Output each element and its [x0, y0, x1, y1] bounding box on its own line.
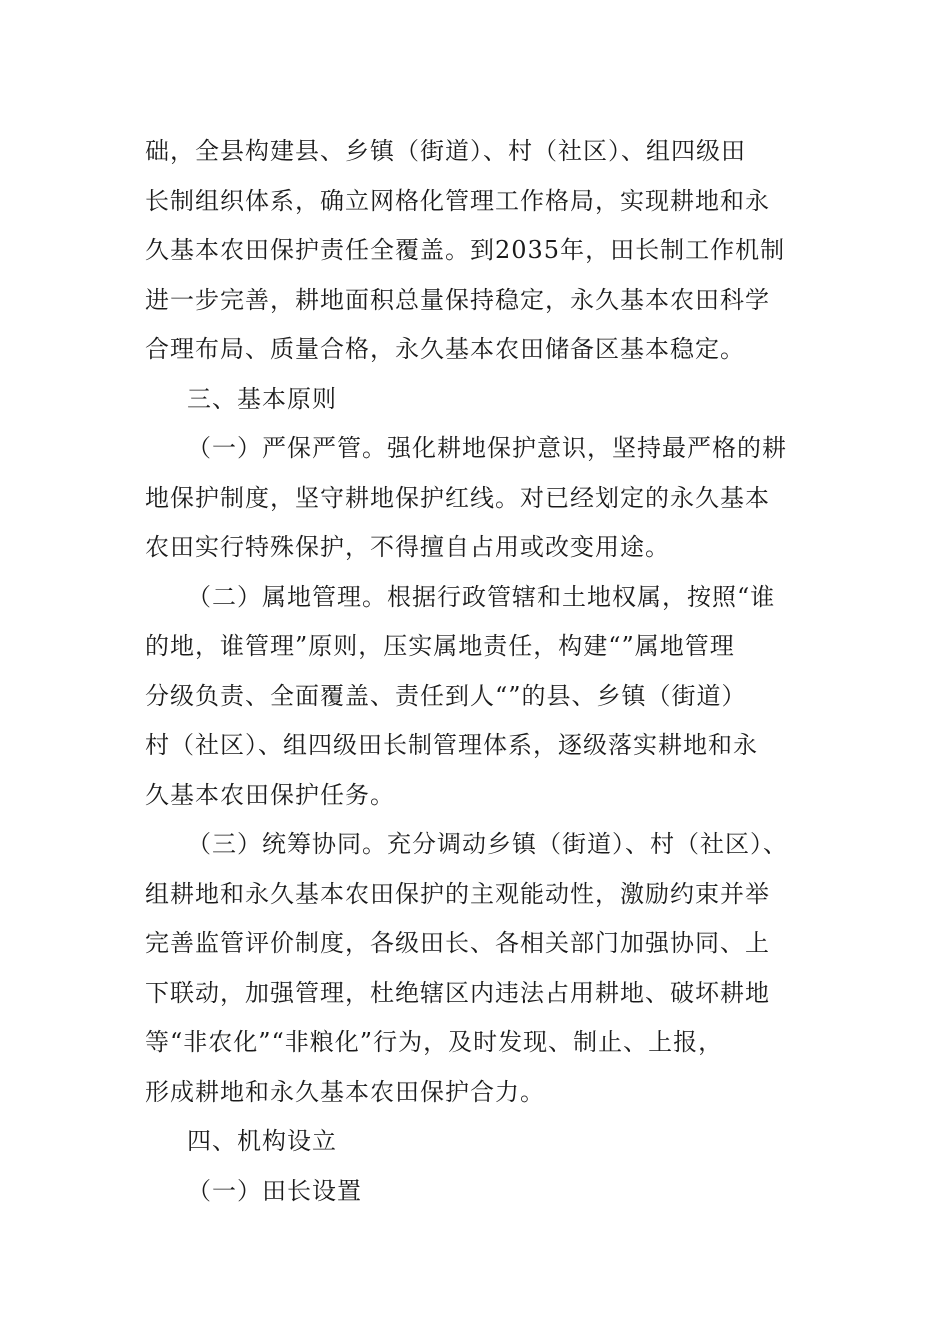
paragraph-line: 下联动，加强管理，杜绝辖区内违法占用耕地、破坏耕地 [145, 978, 770, 1007]
paragraph-line: 础，全县构建县、乡镇（街道）、村（社区）、组四级田 [145, 137, 746, 165]
paragraph-line: 等“非农化”“非粮化”行为，及时发现、制止、上报， [145, 1028, 724, 1056]
paragraph-line: 组耕地和永久基本农田保护的主观能动性，激励约束并举 [145, 879, 770, 908]
paragraph-line: （一）严保严管。强化耕地保护意识，坚持最严格的耕 [187, 434, 787, 462]
paragraph-line: 长制组织体系，确立网格化管理工作格局，实现耕地和永 [145, 186, 770, 215]
paragraph-line: 合理布局、质量合格，永久基本农田储备区基本稳定。 [145, 335, 745, 363]
paragraph-line: 久基本农田保护任务。 [145, 780, 395, 809]
paragraph-line: 村（社区）、组四级田长制管理体系，逐级落实耕地和永 [145, 731, 758, 759]
subsection-heading: （一）田长设置 [187, 1176, 362, 1205]
paragraph-line: 的地，谁管理”原则，压实属地责任，构建“”属地管理 [145, 632, 735, 660]
paragraph-line: 分级负责、全面覆盖、责任到人“”的县、乡镇（街道） [145, 681, 747, 710]
document-body [145, 127, 815, 1216]
section-heading: 三、基本原则 [187, 384, 337, 413]
paragraph-line: 农田实行特殊保护，不得擅自占用或改变用途。 [145, 533, 670, 561]
paragraph-line: 完善监管评价制度，各级田长、各相关部门加强协同、上 [145, 929, 770, 957]
paragraph-line: （三）统筹协同。充分调动乡镇（街道）、村（社区）、 [187, 830, 788, 858]
paragraph-line: 久基本农田保护责任全覆盖。到2035年，田长制工作机制 [145, 236, 786, 264]
paragraph-line: 形成耕地和永久基本农田保护合力。 [145, 1077, 545, 1106]
paragraph-line: 地保护制度，坚守耕地保护红线。对已经划定的永久基本 [145, 483, 770, 512]
paragraph-line: 进一步完善，耕地面积总量保持稳定，永久基本农田科学 [145, 285, 770, 314]
section-heading: 四、机构设立 [187, 1127, 337, 1155]
paragraph-line: （二）属地管理。根据行政管辖和土地权属，按照“谁 [187, 582, 776, 611]
